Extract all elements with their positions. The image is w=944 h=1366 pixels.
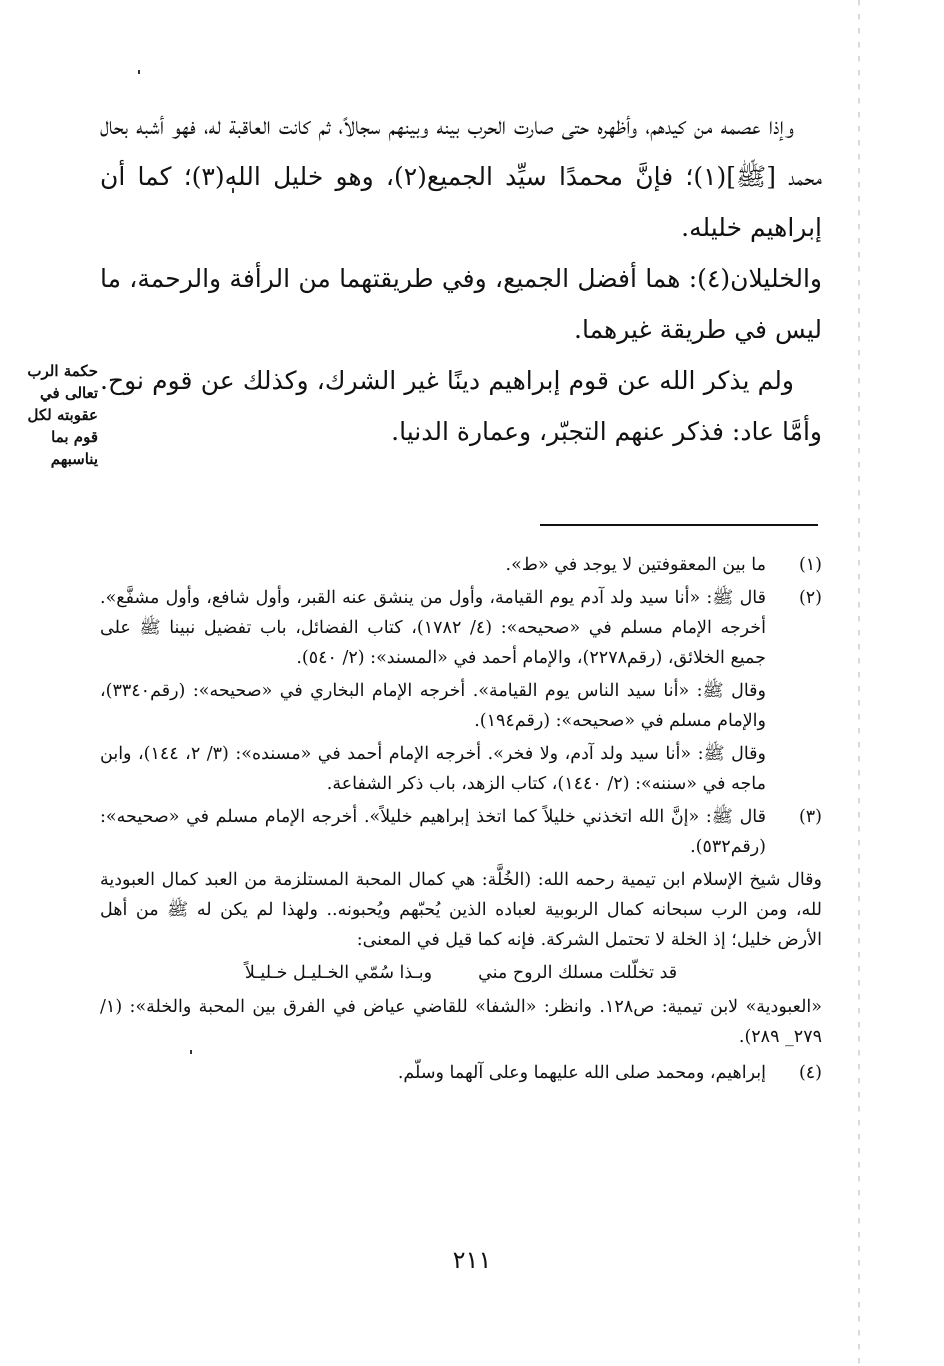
footnote-3 <box>100 802 822 865</box>
scan-edge-dots <box>858 0 860 1366</box>
footnote-text: قال ﷺ: «إنَّ الله اتخذني خليلاً كما اتخذ إبراهيم خليلاً». أخرجه الإمام مسلم في «صحيحه»: (رقم٥٣٢). <box>100 807 766 857</box>
page-number: ٢١١ <box>452 1246 492 1274</box>
footnote-text: ما بين المعقوفتين لا يوجد في «ط». <box>505 555 766 575</box>
main-paragraph-3: ولم يذكر الله عن قوم إبراهيم دينًا غير الشرك، وكذلك عن قوم نوح. وأمَّا عاد: فذكر عنهم التجبّر، وعمارة الدنيا. <box>100 366 822 446</box>
footnote-number: (٣) <box>798 807 822 827</box>
footnote-4 <box>100 1058 822 1091</box>
main-paragraph-1: وإذا عصمه من كيدهم، وأظهره حتى صارت الحرب بينه وبينهم سجالاً، ثم كانت العاقبة له، فهو أشبه بحال محمد [ﷺ](١)؛ فإنَّ محمدًا سيِّد الجميع(٢)، وهو خليل الله(٣)؛ كما أن إبراهيم خليله. <box>100 111 823 242</box>
footnote-number: (٢) <box>798 588 822 608</box>
footnote-text: وقال ﷺ: «أنا سيد ولد آدم، ولا فخر». أخرجه الإمام أحمد في «مسنده»: (٣/ ٢، ١٤٤)، وابن ماجه في «سننه»: (٢/ ١٤٤٠)، كتاب الزهد، باب ذكر الشفاعة. <box>100 744 766 794</box>
footnote-body <box>100 1058 766 1091</box>
footnote-number: (٤) <box>798 1063 822 1083</box>
main-text <box>100 100 822 457</box>
footnote-3-continuation: وقال شيخ الإسلام ابن تيمية رحمه الله: (الخُلَّة: هي كمال المحبة المستلزمة من العبد كمال العبودية لله، ومن الرب سبحانه كمال الربوبية لعباده الذين يُحبّهم ويُحبونه.. ولهذا لم يكن له ﷺ من أهل الأرض خليل؛ إذ الخلة لا تحتمل الشركة. فإنه كما قيل في المعنى: <box>100 870 822 950</box>
footnote-text: قال ﷺ: «أنا سيد ولد آدم يوم القيامة، وأول من ينشق عنه القبر، وأول شافع، وأول مشفَّع». أخرجه الإمام مسلم في «صحيحه»: (٤/ ١٧٨٢)، كتاب الفضائل، باب تفضيل نبينا ﷺ على جميع الخلائق، (رقم٢٢٧٨)، والإمام أحمد في «المسند»: (٢/ ٥٤٠). <box>100 588 766 668</box>
footnotes <box>100 550 822 1091</box>
poem-verse <box>100 958 822 988</box>
footnote-2 <box>100 583 822 802</box>
footnote-number: (١) <box>798 555 822 575</box>
scan-speck <box>138 70 140 74</box>
footnote-body <box>100 583 766 802</box>
margin-note: حكمة الرب تعالى في عقوبته لكل قوم بما يناسبهم <box>27 362 98 468</box>
verse-first-hemistich: قد تخلّلت مسلك الروح مني <box>478 963 678 983</box>
footnote-3-reference: «العبودية» لابن تيمية: ص١٢٨. وانظر: «الشفا» للقاضي عياض في الفرق بين المحبة والخلة»: (١/ ٢٧٩_ ٢٨٩). <box>100 997 822 1047</box>
verse-second-hemistich: وبـذا سُمّي الخـليـل خـليـلاً <box>244 963 433 983</box>
main-paragraph-2: والخليلان(٤): هما أفضل الجميع، وفي طريقتهما من الرأفة والرحمة، ما ليس في طريقة غيرهما. <box>100 264 822 344</box>
footnote-body <box>100 550 766 583</box>
footnote-text: إبراهيم، ومحمد صلى الله عليهما وعلى آلهما وسلّم. <box>397 1063 766 1083</box>
footnote-text: وقال ﷺ: «أنا سيد الناس يوم القيامة». أخرجه الإمام البخاري في «صحيحه»: (رقم٣٣٤٠)، والإمام مسلم في «صحيحه»: (رقم١٩٤). <box>100 681 766 731</box>
footnote-separator <box>540 524 818 526</box>
footnote-1 <box>100 550 822 583</box>
footnote-body <box>100 802 766 865</box>
